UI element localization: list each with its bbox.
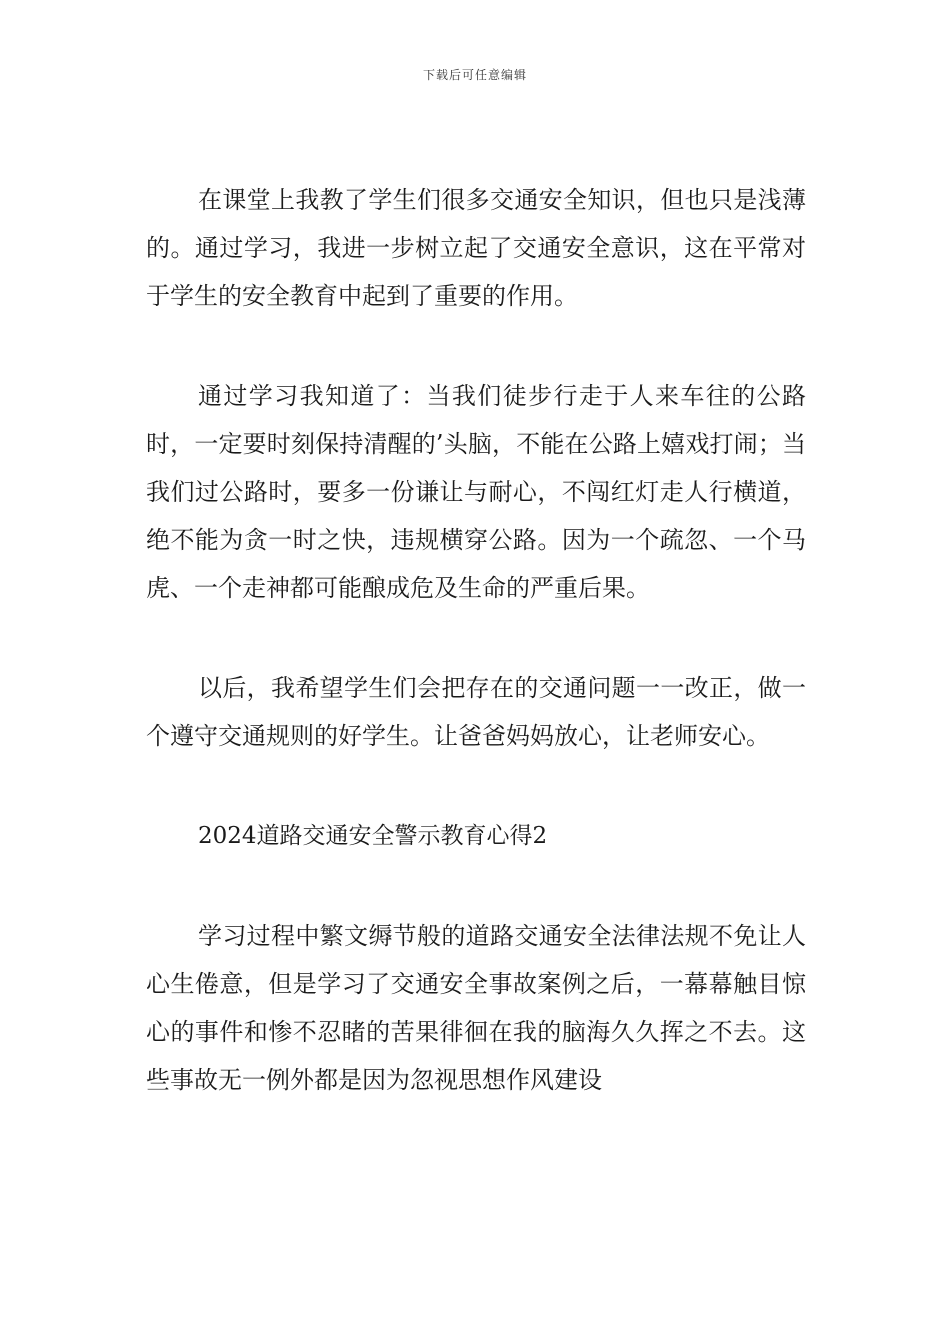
paragraph: 以后，我希望学生们会把存在的交通问题一一改正，做一个遵守交通规则的好学生。让爸爸妈妈放心，让老师安心。 <box>146 674 806 750</box>
paragraph: 学习过程中繁文缛节般的道路交通安全法律法规不免让人心生倦意，但是学习了交通安全事故案例之后，一幕幕触目惊心的事件和惨不忍睹的苦果徘徊在我的脑海久久挥之不去。这些事故无一例外都是因为忽视思想作风建设 <box>146 922 806 1094</box>
page-header: 下载后可任意编辑 <box>422 68 527 82</box>
paragraph-gap <box>146 860 806 912</box>
paragraph: 通过学习我知道了：当我们徒步行走于人来车往的公路时，一定要时刻保持清醒的’头脑，不能在公路上嬉戏打闹；当我们过公路时，要多一份谦让与耐心，不闯红灯走人行横道，绝不能为贪一时之快，违规横穿公路。因为一个疏忽、一个马虎、一个走神都可能酿成危及生命的严重后果。 <box>146 382 806 602</box>
paragraph: 在课堂上我教了学生们很多交通安全知识，但也只是浅薄的。通过学习，我进一步树立起了交通安全意识，这在平常对于学生的安全教育中起到了重要的作用。 <box>146 186 806 310</box>
paragraph-gap <box>146 760 806 812</box>
paragraph-gap <box>146 612 806 664</box>
section-heading: 2024道路交通安全警示教育心得2 <box>198 823 548 849</box>
document-body <box>146 176 806 1104</box>
paragraph-gap <box>146 320 806 372</box>
